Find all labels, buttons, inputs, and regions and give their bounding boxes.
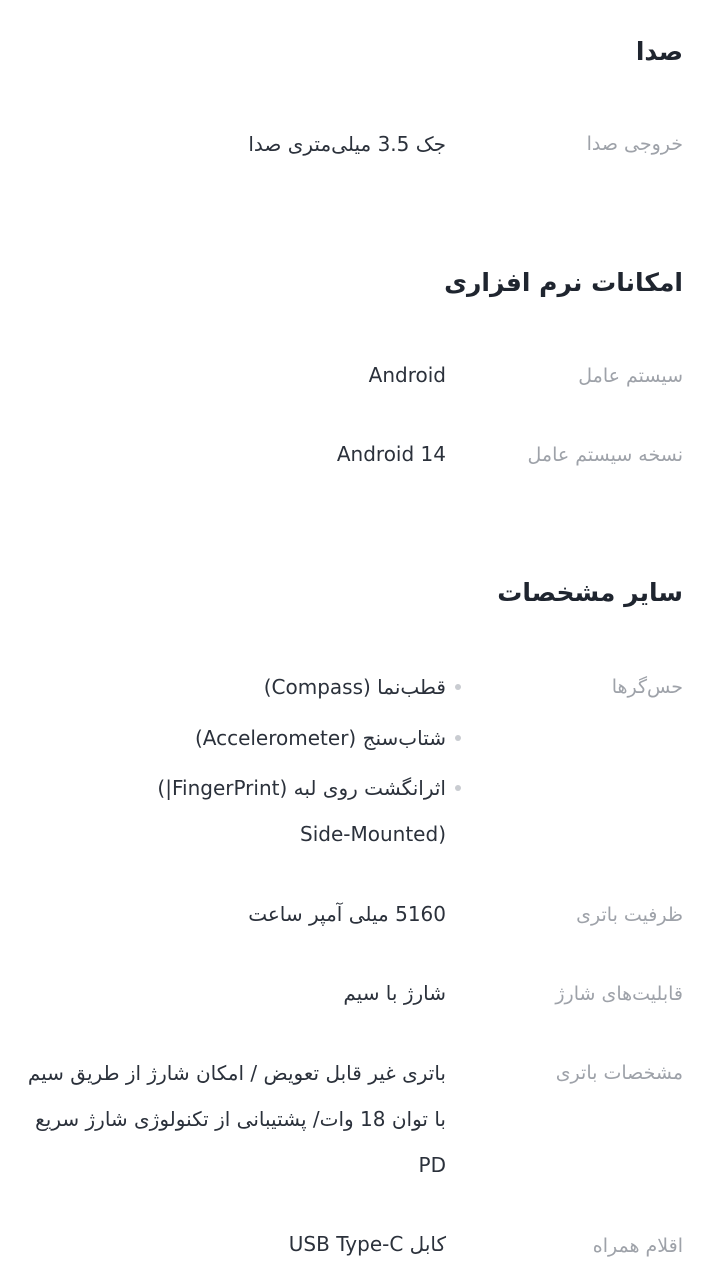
spec-label-battery-capacity: ظرفیت باتری [576, 904, 683, 926]
sensor-item [21, 664, 461, 710]
spec-value-os: Android [368, 363, 446, 387]
bullet-dot [455, 735, 461, 741]
sensor-item-text: اثرانگشت روی لبه (FingerPrint|) (Side-Mounted [157, 776, 446, 846]
sensor-item-text: شتاب‌سنج (Accelerometer) [194, 726, 446, 750]
section-title-other: سایر مشخصات [497, 578, 683, 607]
sensor-item [21, 765, 461, 857]
spec-value-charging: شارژ با سیم [343, 981, 446, 1005]
section-title-software: امکانات نرم افزاری [444, 268, 683, 297]
spec-label-battery-specs: مشخصات باتری [555, 1062, 683, 1084]
spec-label-sensors: حس‌گرها [611, 676, 683, 698]
spec-label-audio-output: خروجی صدا [586, 133, 683, 155]
sensor-item [21, 715, 461, 761]
sensor-item-text: قطب‌نما (Compass) [263, 675, 446, 699]
spec-value-os-version: Android 14 [336, 442, 446, 466]
spec-value-box-items: کابل USB Type-C [288, 1232, 446, 1256]
spec-label-os-version: نسخه سیستم عامل [527, 444, 683, 466]
spec-value-audio-output: جک 3.5 میلی‌متری صدا [248, 132, 446, 156]
spec-label-os: سیستم عامل [578, 365, 683, 387]
spec-label-box-items: اقلام همراه [592, 1235, 683, 1257]
spec-value-battery-capacity: 5160 میلی آمپر ساعت [248, 902, 446, 926]
spec-value-battery-specs: باتری غیر قابل تعویض / امکان شارژ از طریق سیم با توان 18 وات/ پشتیبانی از تکنولوژی شارژ سریع PD [27, 1061, 446, 1177]
section-title-audio: صدا [635, 37, 683, 66]
spec-label-charging: قابلیت‌های شارژ [555, 983, 683, 1005]
bullet-dot [455, 684, 461, 690]
bullet-dot [455, 785, 461, 791]
